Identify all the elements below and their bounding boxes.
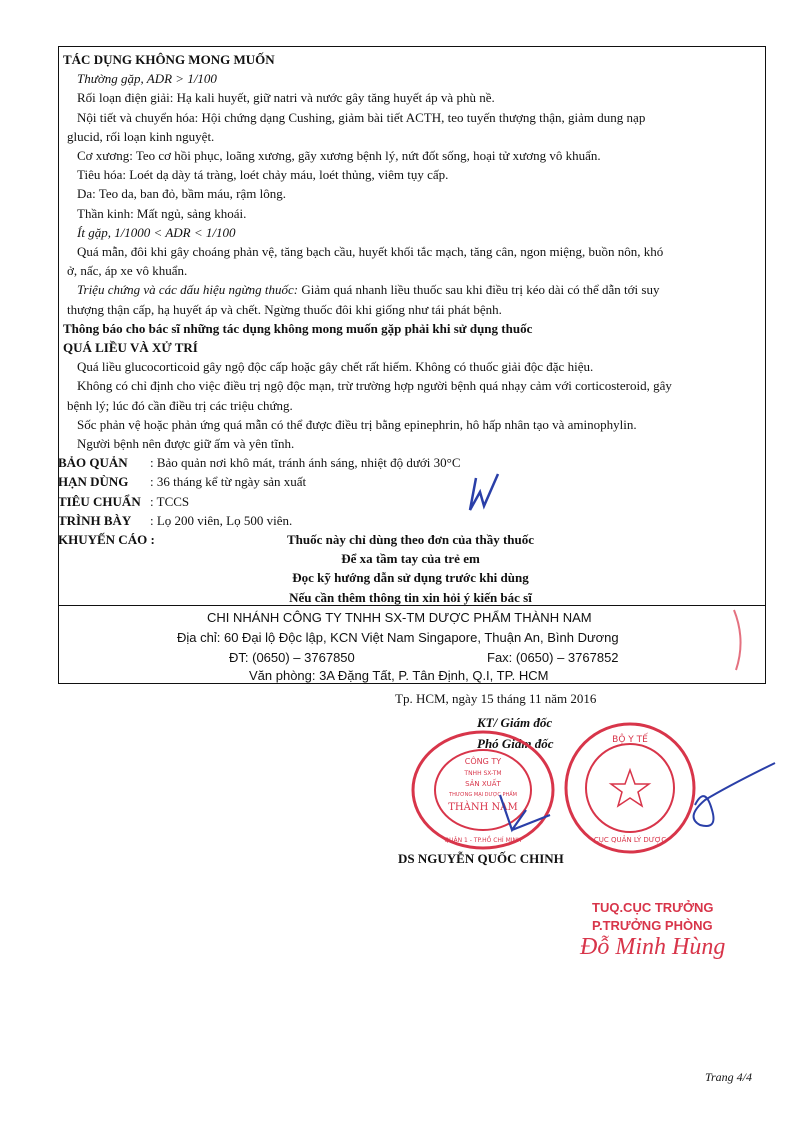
signature-role-1: KT/ Giám đốc	[477, 715, 553, 730]
overdose-line: Người bệnh nên được giữ ấm và yên tĩnh.	[77, 436, 295, 452]
margin-stamp-mark	[726, 605, 756, 675]
approval-line-2: P.TRƯỞNG PHÒNG	[592, 918, 713, 933]
adverse-line: Cơ xương: Teo cơ hồi phục, loãng xương, gãy xương bệnh lý, nứt đốt sống, hoại tử xương vô khuẩn.	[77, 148, 601, 164]
signature-date: Tp. HCM, ngày 15 tháng 11 năm 2016	[395, 691, 597, 706]
adverse-rare-line: Quá mẫn, đôi khi gây choáng phản vệ, tăng bạch cầu, huyết khối tắc mạch, tăng cân, ngon miệng, buồn nôn, khó	[77, 244, 664, 260]
spec-row	[58, 453, 763, 472]
adverse-line: Thần kinh: Mất ngủ, sảng khoái.	[77, 205, 247, 221]
company-address: Địa chỉ: 60 Đại lộ Độc lập, KCN Việt Nam Singapore, Thuận An, Bình Dương	[177, 630, 619, 645]
company-phone: ĐT: (0650) – 3767850	[229, 650, 355, 665]
spec-row	[58, 472, 763, 491]
spec-label: TIÊU CHUẨN	[58, 493, 141, 509]
svg-text:THƯƠNG MẠI DƯỢC PHẨM: THƯƠNG MẠI DƯỢC PHẨM	[449, 792, 517, 798]
svg-text:SẢN XUẤT: SẢN XUẤT	[465, 780, 501, 788]
adverse-withdrawal	[63, 280, 763, 299]
signature-role-2: Phó Giám đốc	[477, 736, 554, 751]
overdose-line: Không có chỉ định cho việc điều trị ngộ độc mạn, trừ trường hợp người bệnh quá nhạy cảm với corticosteroid, gây	[77, 378, 672, 394]
overdose-line: bệnh lý; lúc đó cần điều trị các triệu chứng.	[67, 397, 293, 413]
spec-label: BẢO QUẢN	[58, 455, 128, 471]
overdose-line: Quá liều glucocorticoid gây ngộ độc cấp hoặc gây chết rất hiếm. Không có thuốc giải độc đặc hiệu.	[77, 359, 594, 375]
overdose-line: Sốc phản vệ hoặc phản ứng quá mẫn có thể được điều trị bằng epinephrin, hô hấp nhân tạo và aminophylin.	[77, 416, 637, 432]
spec-label: HẠN DÙNG	[58, 474, 129, 490]
warning-line: Thuốc này chỉ dùng theo đơn của thầy thuốc	[286, 532, 535, 548]
company-fax: Fax: (0650) – 3767852	[487, 650, 619, 665]
company-name: CHI NHÁNH CÔNG TY TNHH SX-TM DƯỢC PHẨM THÀNH NAM	[207, 610, 592, 625]
withdrawal-label: Triệu chứng và các dấu hiệu ngừng thuốc:	[77, 282, 299, 298]
spec-value: : Bảo quản nơi khô mát, tránh ánh sáng, nhiệt độ dưới 30°C	[150, 455, 461, 471]
specs-section	[58, 453, 763, 530]
adverse-rare-line: ở, nấc, áp xe vô khuẩn.	[67, 263, 188, 279]
withdrawal-text: Giảm quá nhanh liều thuốc sau khi điều trị kéo dài có thể dẫn tới suy	[298, 282, 660, 298]
signer-name: DS NGUYỄN QUỐC CHINH	[398, 851, 564, 866]
spec-label: TRÌNH BÀY	[58, 512, 132, 528]
adverse-common-label: Thường gặp, ADR > 1/100	[77, 71, 217, 87]
document-content	[58, 50, 763, 607]
spec-value: : Lọ 200 viên, Lọ 500 viên.	[150, 512, 293, 528]
svg-text:CỤC QUẢN LÝ DƯỢC: CỤC QUẢN LÝ DƯỢC	[593, 836, 667, 844]
adverse-line: Rối loạn điện giải: Hạ kali huyết, giữ natri và nước gây tăng huyết áp và phù nề.	[77, 90, 495, 106]
svg-text:QUẬN 1 - TP.HỒ CHÍ MINH: QUẬN 1 - TP.HỒ CHÍ MINH	[444, 837, 522, 844]
ink-mark-icon	[458, 470, 508, 515]
spec-value: : TCCS	[150, 493, 190, 509]
svg-text:BỘ Y TẾ: BỘ Y TẾ	[612, 735, 648, 745]
spec-row	[58, 511, 763, 530]
overdose-heading: QUÁ LIỀU VÀ XỬ TRÍ	[63, 340, 198, 356]
svg-text:CÔNG TY: CÔNG TY	[464, 757, 502, 766]
adverse-line: Da: Teo da, ban đỏ, bầm máu, rậm lông.	[77, 186, 286, 202]
warning-section	[58, 530, 763, 607]
warning-line: Nếu cần thêm thông tin xin hỏi ý kiến bác sĩ	[289, 589, 532, 605]
warning-label: KHUYẾN CÁO :	[58, 532, 155, 548]
adverse-line: Tiêu hóa: Loét dạ dày tá tràng, loét chảy máu, loét thủng, viêm tụy cấp.	[77, 167, 449, 183]
spec-row	[58, 492, 763, 511]
adverse-rare-label: Ít gặp, 1/1000 < ADR < 1/100	[77, 224, 236, 240]
svg-text:TNHH SX-TM: TNHH SX-TM	[464, 770, 502, 777]
warning-line: Đọc kỹ hướng dẫn sử dụng trước khi dùng	[292, 570, 529, 586]
company-info-box	[58, 605, 766, 684]
spec-value: : 36 tháng kể từ ngày sản xuất	[150, 474, 307, 490]
adverse-heading: TÁC DỤNG KHÔNG MONG MUỐN	[63, 52, 275, 67]
adverse-withdrawal-line: thượng thận cấp, hạ huyết áp và chết. Ngừng thuốc đôi khi giống như tái phát bệnh.	[67, 301, 502, 317]
company-office: Văn phòng: 3A Đặng Tất, P. Tân Định, Q.I, TP. HCM	[249, 668, 549, 683]
svg-text:THÀNH NAM: THÀNH NAM	[448, 802, 518, 813]
page-number: Trang 4/4	[705, 1070, 753, 1084]
adverse-notice: Thông báo cho bác sĩ những tác dụng không mong muốn gặp phải khi sử dụng thuốc	[63, 320, 533, 336]
approval-line-1: TUQ.CỤC TRƯỞNG	[592, 900, 714, 915]
adverse-line: Nội tiết và chuyển hóa: Hội chứng dạng Cushing, giảm bài tiết ACTH, teo tuyến thượng thận, giảm dung nạp	[77, 109, 646, 125]
approval-signature-name: Đỗ Minh Hùng	[580, 934, 726, 960]
adverse-line: glucid, rối loạn kinh nguyệt.	[67, 128, 215, 144]
warning-line: Để xa tầm tay của trẻ em	[341, 551, 480, 567]
